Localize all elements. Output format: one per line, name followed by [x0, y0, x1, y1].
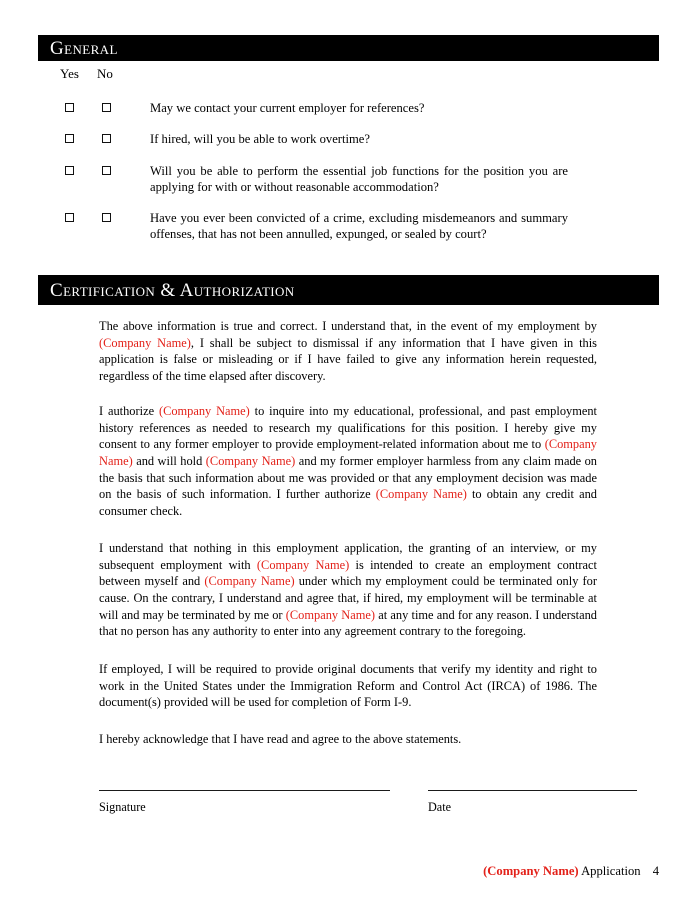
footer-company-name: (Company Name) — [483, 864, 579, 878]
question-text: Have you ever been convicted of a crime, excluding misdemeanors and summary offenses, that has not been annulled, expunged, or sealed by court? — [150, 211, 568, 242]
company-name-placeholder: (Company Name) — [285, 607, 376, 622]
signature-line[interactable] — [99, 790, 390, 791]
paragraph-text-run: I authorize — [99, 404, 159, 418]
checkbox-no[interactable] — [102, 213, 111, 222]
checkbox-yes[interactable] — [65, 134, 74, 143]
column-header-yes: Yes — [60, 66, 79, 81]
signature-label: Signature — [99, 800, 146, 814]
question-text: If hired, will you be able to work overtime? — [150, 132, 370, 146]
paragraph-text-run: and my former employer harmless from any claim made on the basis that such information about me was provided or that any employment decision was made on the basis of such information. I further authorize — [99, 454, 597, 502]
column-header-no: No — [97, 66, 113, 81]
paragraph-text-run: is intended to create an employment contract between myself and — [99, 557, 597, 589]
paragraph-text-run: I hereby acknowledge that I have read and agree to the above statements. — [99, 732, 462, 746]
paragraph-text-run: to obtain any credit and consumer check. — [99, 487, 597, 519]
paragraph-text-run: The above information is true and correct. I understand that, in the event of my employment by — [99, 319, 597, 333]
section-title-certification: Certification & Authorization — [50, 279, 295, 301]
certification-paragraph — [99, 661, 597, 711]
checkbox-yes[interactable] — [65, 213, 74, 222]
question-text: Will you be able to perform the essential job functions for the position you are applying for with or without reasonable accommodation? — [150, 164, 568, 195]
certification-paragraph — [99, 731, 597, 748]
paragraph-text-run: I understand that nothing in this employment application, the granting of an interview, or my subsequent employment with — [99, 541, 597, 572]
question-text: May we contact your current employer for references? — [150, 101, 425, 115]
company-name-placeholder: (Company Name) — [99, 437, 597, 469]
section-header-certification — [38, 275, 659, 305]
section-title-general: General — [50, 37, 118, 59]
checkbox-no[interactable] — [102, 103, 111, 112]
paragraph-text-run: If employed, I will be required to provide original documents that verify my identity and right to work in the United States under the Immigration Reform and Control Act (IRCA) of 1986. The document(s) provided will be used for completion of Form I-9. — [99, 662, 597, 710]
certification-paragraph — [99, 540, 597, 640]
checkbox-no[interactable] — [102, 166, 111, 175]
footer-page-number: 4 — [652, 864, 659, 878]
page-footer — [483, 864, 659, 879]
certification-paragraph — [99, 403, 597, 520]
checkbox-yes[interactable] — [65, 166, 74, 175]
section-header-general — [38, 35, 659, 61]
date-line[interactable] — [428, 790, 637, 791]
company-name-placeholder: (Company Name) — [204, 574, 295, 589]
paragraph-text-run: at any time and for any reason. I understand that no person has any authority to enter into any agreement contrary to the foregoing. — [99, 607, 598, 639]
company-name-placeholder: (Company Name) — [375, 487, 467, 502]
date-label: Date — [428, 800, 452, 814]
footer-application-label: Application — [581, 864, 641, 878]
company-name-placeholder: (Company Name) — [99, 335, 191, 350]
paragraph-text-run: under which my employment could be terminated only for cause. On the contrary, I understand and agree that, if hired, my employment will be terminable at will and may be terminated by me or — [99, 574, 597, 622]
paragraph-text-run: and will hold — [132, 454, 206, 469]
certification-paragraph — [99, 318, 597, 385]
checkbox-no[interactable] — [102, 134, 111, 143]
company-name-placeholder: (Company Name) — [256, 557, 350, 572]
paragraph-text-run: to inquire into my educational, professional, and past employment history references as needed to research my qualifications for this position. I hereby give my consent to any former employer to provide employment-related information about me to — [99, 404, 597, 452]
company-name-placeholder: (Company Name) — [158, 404, 250, 418]
checkbox-yes[interactable] — [65, 103, 74, 112]
company-name-placeholder: (Company Name) — [205, 454, 296, 469]
paragraph-text-run: , I shall be subject to dismissal if any information that I have given in this application is false or misleading or if I have failed to give any information herein requested, regardless of the time elapsed after discovery. — [99, 335, 597, 384]
